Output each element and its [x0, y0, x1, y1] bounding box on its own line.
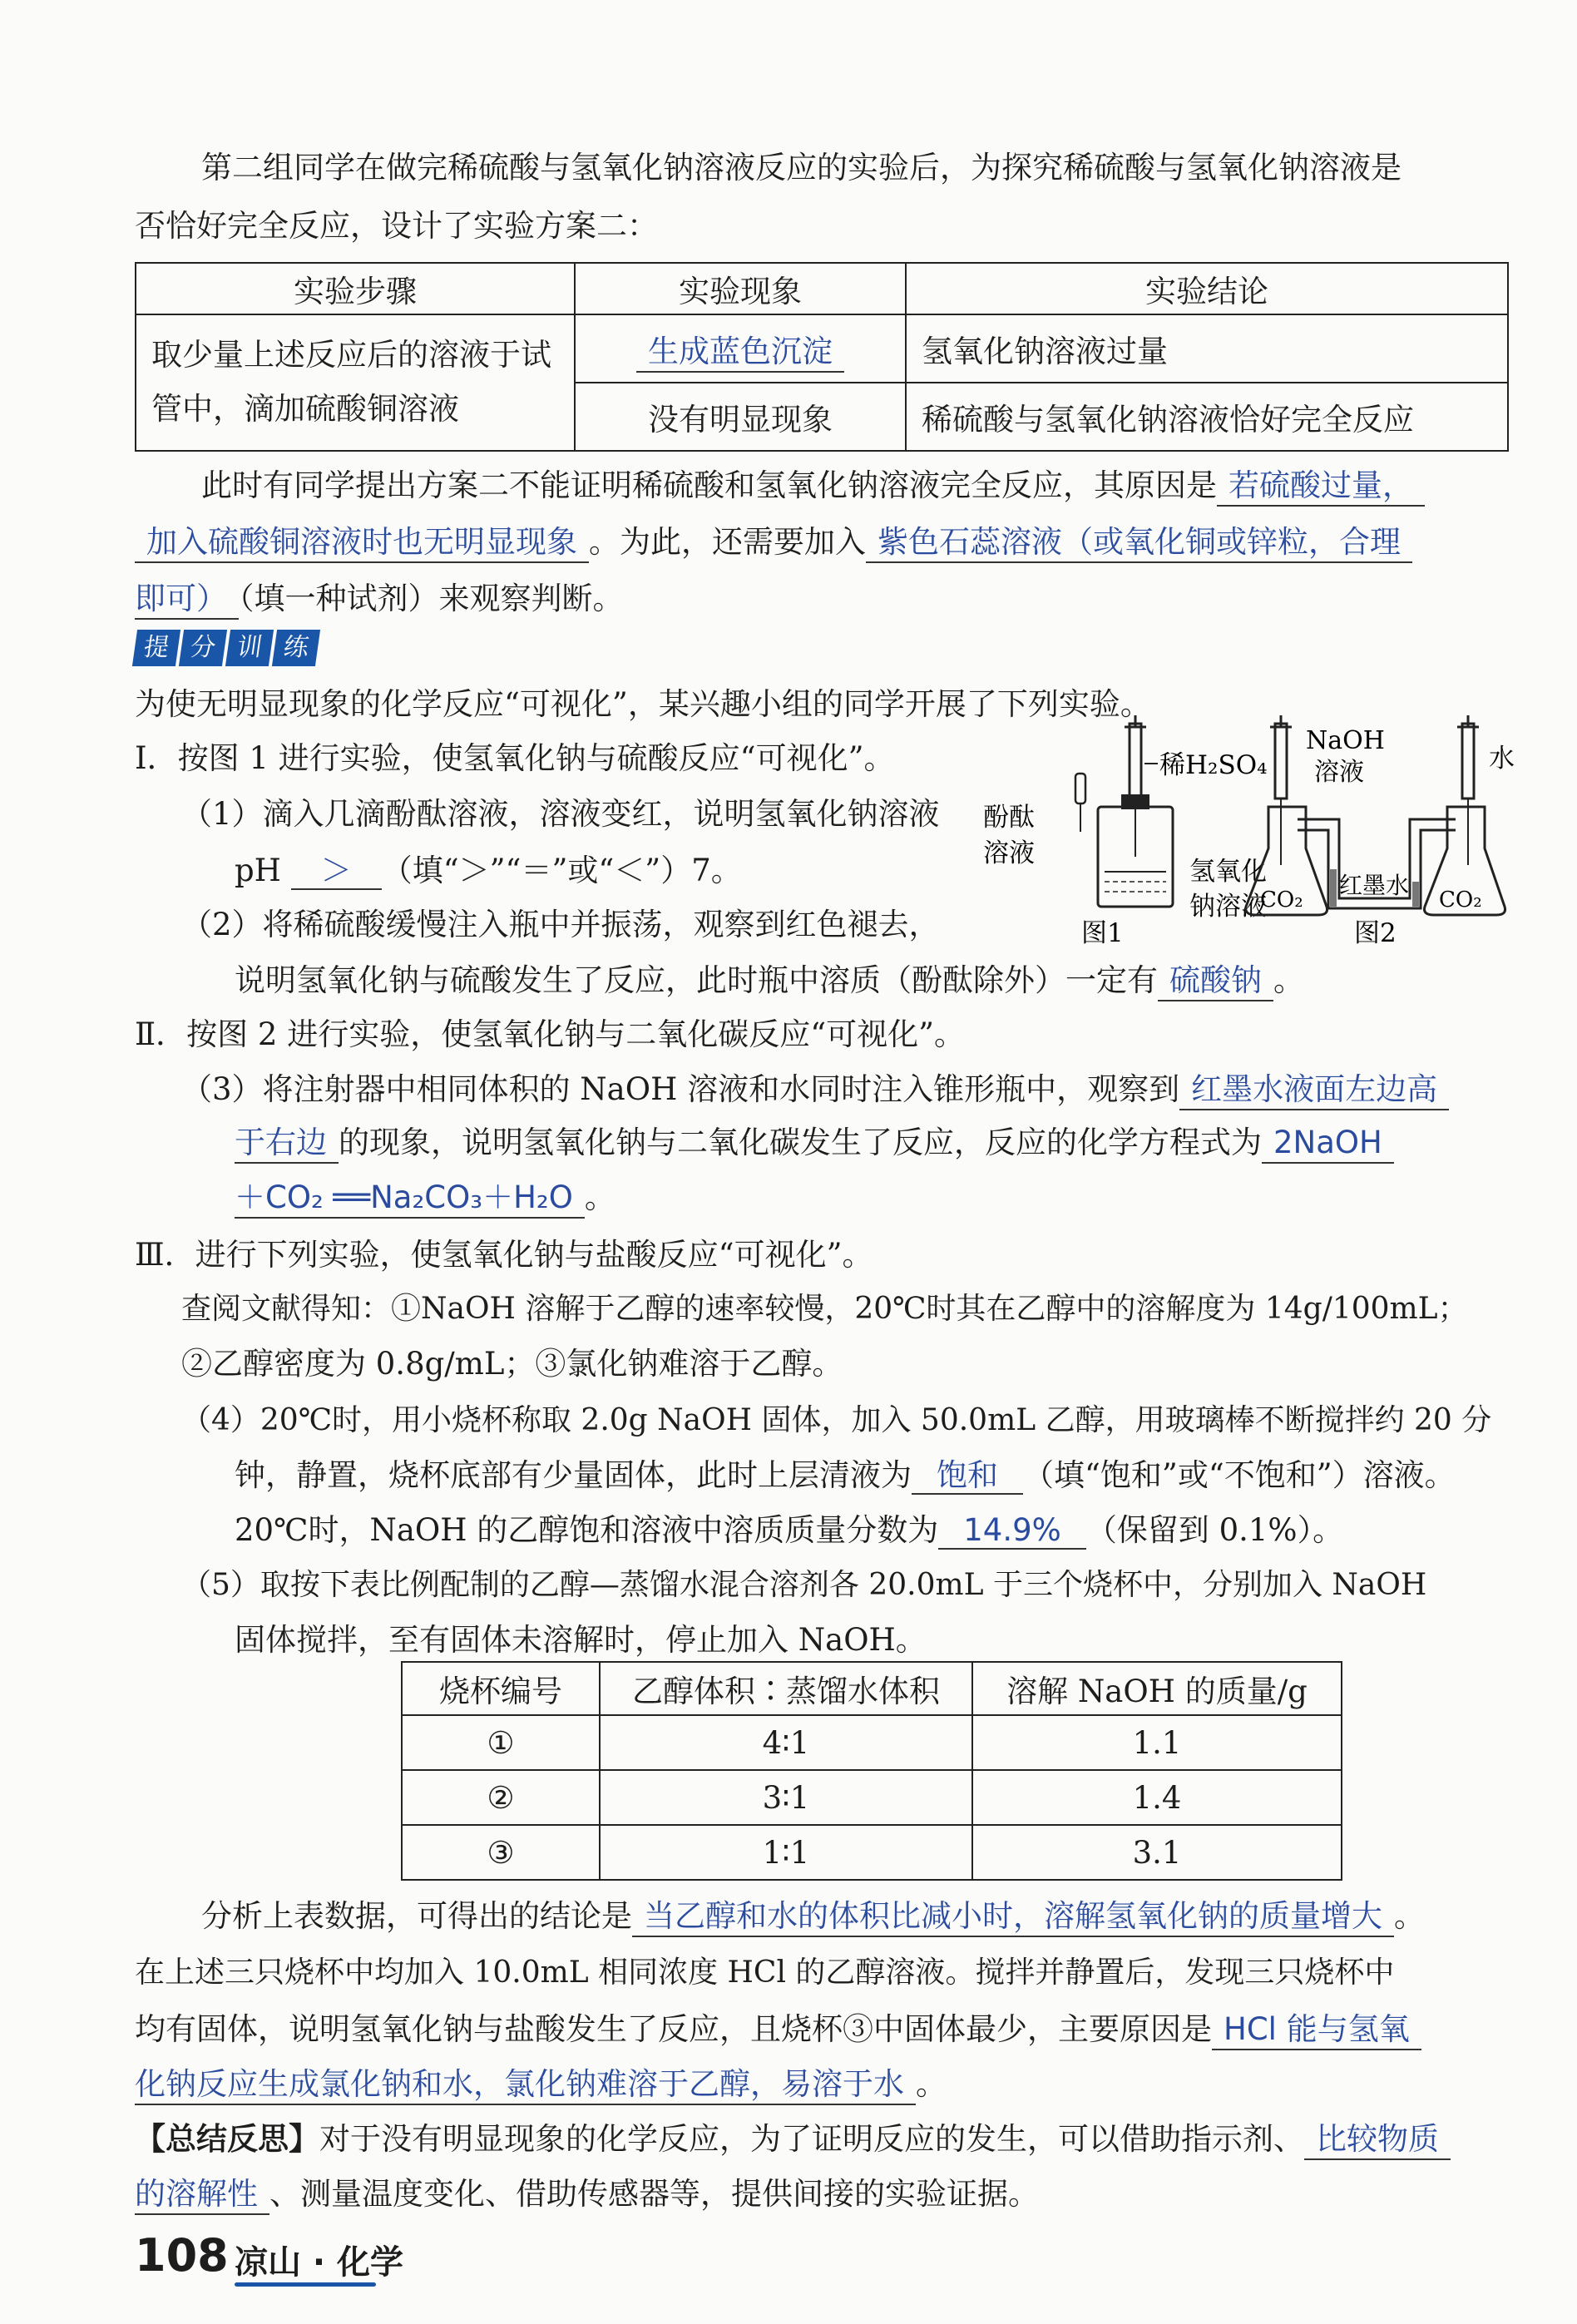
answer-blank: 于右边: [235, 1125, 339, 1164]
table-row: [402, 1770, 1342, 1825]
experiment-table: [135, 262, 1509, 452]
text: 。: [916, 2066, 947, 2102]
table-header: 溶解 NaOH 的质量/g: [972, 1662, 1342, 1715]
answer-blank: HCl 能与氢氧: [1212, 2011, 1421, 2050]
table-header: 乙醇体积∶蒸馏水体积: [600, 1662, 972, 1715]
water-label: 水: [1489, 744, 1515, 774]
indicator-label: 酚酞: [983, 803, 1035, 833]
text: 。: [1394, 1898, 1425, 1934]
beaker-id: ②: [402, 1770, 600, 1825]
mass: 1.1: [972, 1715, 1342, 1770]
answer-blank: 生成蓝色沉淀: [636, 334, 844, 373]
answer-blank: ＞: [291, 853, 382, 890]
conclusion-cell: 稀硫酸与氢氧化钠溶液恰好完全反应: [906, 383, 1508, 451]
q4-line-2: [235, 1457, 1456, 1494]
phenomenon-cell: 没有明显现象: [575, 383, 906, 451]
badge-char: 分: [179, 630, 227, 666]
badge-char: 练: [272, 630, 320, 666]
syringe-left: [1275, 724, 1287, 799]
beaker-id: ①: [402, 1715, 600, 1770]
answer-blank: 硫酸钠: [1158, 962, 1273, 1001]
lit-line-1: 查阅文献得知：①NaOH 溶解于乙醇的速率较慢，20℃时其在乙醇中的溶解度为 14g/100mL；: [181, 1292, 1468, 1326]
text: （填“饱和”或“不饱和”）溶液。: [1023, 1457, 1456, 1493]
lit-line-2: ②乙醇密度为 0.8g/mL；③氯化钠难溶于乙醇。: [181, 1346, 843, 1382]
answer-blank: 紫色石蕊溶液（或氧化铜或锌粒，合理: [866, 524, 1412, 563]
text: 分析上表数据，可得出的结论是: [201, 1898, 632, 1934]
co2-right-label: CO₂: [1439, 888, 1482, 912]
answer-blank: 比较物质: [1304, 2121, 1451, 2160]
section-II-title: Ⅱ．按图 2 进行实验，使氢氧化钠与二氧化碳反应“可视化”。: [135, 1016, 966, 1052]
table-header: 烧杯编号: [402, 1662, 600, 1715]
section-III-title: Ⅲ．进行下列实验，使氢氧化钠与盐酸反应“可视化”。: [135, 1237, 873, 1273]
text: （填“＞”“＝”或“＜”）7。: [381, 853, 742, 888]
beaker-id: ③: [402, 1825, 600, 1880]
figure-1: [981, 715, 1268, 948]
text: （保留到 0.1%）。: [1085, 1512, 1344, 1548]
indicator-label: 溶液: [983, 838, 1035, 868]
analysis-line-4: [135, 2066, 947, 2103]
text: 此时有同学提出方案二不能证明稀硫酸和氢氧化钠溶液完全反应，其原因是: [201, 467, 1217, 503]
figure-2-caption: 图2: [1354, 918, 1397, 948]
summary-tag: 【总结反思】: [135, 2121, 319, 2157]
analysis-line-3: [135, 2011, 1421, 2048]
text: 。: [584, 1179, 615, 1215]
naoh-label: 溶液: [1314, 758, 1364, 787]
q1-line-1: （1）滴入几滴酚酞溶液，溶液变红，说明氢氧化钠溶液: [181, 796, 940, 832]
text: 均有固体，说明氢氧化钠与盐酸发生了反应，且烧杯③中固体最少，主要原因是: [135, 2011, 1212, 2047]
text: 的现象，说明氢氧化钠与二氧化碳发生了反应，反应的化学方程式为: [339, 1125, 1262, 1160]
table-header: 实验现象: [575, 263, 906, 314]
step-line-1: 取少量上述反应后的溶液于试: [151, 337, 551, 373]
q2-line-2: [235, 962, 1304, 999]
q2-line-1: （2）将稀硫酸缓慢注入瓶中并振荡，观察到红色褪去，: [181, 907, 940, 942]
badge-char: 训: [225, 630, 274, 666]
intro-line-2: 否恰好完全反应，设计了实验方案二：: [135, 208, 658, 244]
answer-blank: 当乙醇和水的体积比减小时，溶解氢氧化钠的质量增大: [632, 1898, 1394, 1937]
answer-blank: ＋CO₂ ══Na₂CO₃＋H₂O: [235, 1179, 585, 1219]
answer-blank: 14.9%: [938, 1512, 1086, 1550]
answer-blank: 饱和: [912, 1457, 1023, 1495]
table-header: 实验步骤: [136, 263, 575, 314]
q5-line-2: 固体搅拌，至有固体未溶解时，停止加入 NaOH。: [235, 1622, 927, 1658]
table-row: [402, 1825, 1342, 1880]
step-line-2: 管中，滴加硫酸铜溶液: [151, 391, 459, 427]
acid-label: 稀H₂SO₄: [1159, 750, 1268, 780]
q3-line-2: [235, 1125, 1394, 1161]
text: 说明氢氧化钠与硫酸发生了反应，此时瓶中溶质（酚酞除外）一定有: [235, 962, 1158, 998]
figure-1-caption: 图1: [1081, 918, 1124, 948]
text: 。为此，还需要加入: [589, 524, 866, 560]
para2-line-1: [201, 467, 1425, 504]
q3-line-3: [235, 1179, 615, 1216]
footer-accent-bar: [235, 2282, 376, 2287]
base-label: 氢氧化: [1189, 857, 1267, 887]
answer-blank: 即可）: [135, 581, 239, 620]
text: pH: [235, 853, 281, 888]
section-intro: 为使无明显现象的化学反应“可视化”，某兴趣小组的同学开展了下列实验。: [135, 686, 1151, 722]
intro-line-1: 第二组同学在做完稀硫酸与氢氧化钠溶液反应的实验后，为探究稀硫酸与氢氧化钠溶液是: [201, 150, 1402, 185]
summary-line-1: [135, 2121, 1451, 2158]
badge-char: 提: [132, 630, 180, 666]
mass: 3.1: [972, 1825, 1342, 1880]
conclusion-cell: 氢氧化钠溶液过量: [906, 314, 1508, 383]
ratio: 4∶1: [600, 1715, 972, 1770]
answer-blank: 化钠反应生成氯化钠和水，氯化钠难溶于乙醇，易溶于水: [135, 2066, 916, 2105]
analysis-line-2: 在上述三只烧杯中均加入 10.0mL 相同浓度 HCl 的乙醇溶液。搅拌并静置后，发现三只烧杯中: [135, 1956, 1395, 1990]
answer-blank: 加入硫酸铜溶液时也无明显现象: [135, 524, 589, 563]
answer-blank: 2NaOH: [1262, 1125, 1394, 1164]
q4-line-1: （4）20℃时，用小烧杯称取 2.0g NaOH 固体，加入 50.0mL 乙醇，用玻璃棒不断搅拌约 20 分: [181, 1403, 1492, 1437]
mass: 1.4: [972, 1770, 1342, 1825]
para2-line-3: [135, 581, 624, 617]
q5-line-1: （5）取按下表比例配制的乙醇—蒸馏水混合溶剂各 20.0mL 于三个烧杯中，分别加入 NaOH: [181, 1568, 1427, 1602]
solubility-table: [401, 1661, 1342, 1881]
base-label: 钠溶液: [1189, 892, 1267, 922]
answer-blank: 的溶解性: [135, 2176, 269, 2215]
text: 对于没有明显现象的化学反应，为了证明反应的发生，可以借助指示剂、: [319, 2121, 1304, 2157]
q1-line-2: [235, 853, 742, 889]
naoh-label: NaOH: [1306, 726, 1385, 755]
ink-label: 红墨水: [1339, 872, 1410, 899]
q4-line-3: [235, 1512, 1343, 1549]
section-badge: [135, 630, 318, 666]
answer-blank: 若硫酸过量，: [1217, 467, 1425, 507]
text: 。: [1273, 962, 1304, 998]
text: 钟，静置，烧杯底部有少量固体，此时上层清液为: [235, 1457, 912, 1493]
page-number: 108: [135, 2229, 229, 2282]
summary-line-2: [135, 2176, 1039, 2213]
text: （填一种试剂）来观察判断。: [239, 581, 624, 616]
text: （3）将注射器中相同体积的 NaOH 溶液和水同时注入锥形瓶中，观察到: [181, 1071, 1180, 1107]
book-title: 凉山 · 化学: [235, 2243, 404, 2282]
phenomenon-cell: [575, 314, 906, 383]
syringe: [1130, 724, 1141, 799]
table-row: [402, 1715, 1342, 1770]
analysis-line-1: [201, 1898, 1425, 1935]
text: 、测量温度变化、借助传感器等，提供间接的实验证据。: [269, 2176, 1039, 2212]
para2-line-2: [135, 524, 1412, 561]
table-header: 实验结论: [906, 263, 1508, 314]
q3-line-1: [181, 1071, 1449, 1108]
co2-left-label: CO₂: [1260, 888, 1303, 912]
text: 20℃时，NaOH 的乙醇饱和溶液中溶质质量分数为: [235, 1512, 939, 1548]
ratio: 3∶1: [600, 1770, 972, 1825]
ratio: 1∶1: [600, 1825, 972, 1880]
section-I-title: Ⅰ．按图 1 进行实验，使氢氧化钠与硫酸反应“可视化”。: [135, 740, 895, 776]
figure-2: [1248, 715, 1522, 948]
answer-blank: 红墨水液面左边高: [1179, 1071, 1449, 1110]
dropper: [1075, 774, 1085, 804]
step-cell: [136, 314, 575, 451]
syringe-right: [1462, 724, 1474, 799]
